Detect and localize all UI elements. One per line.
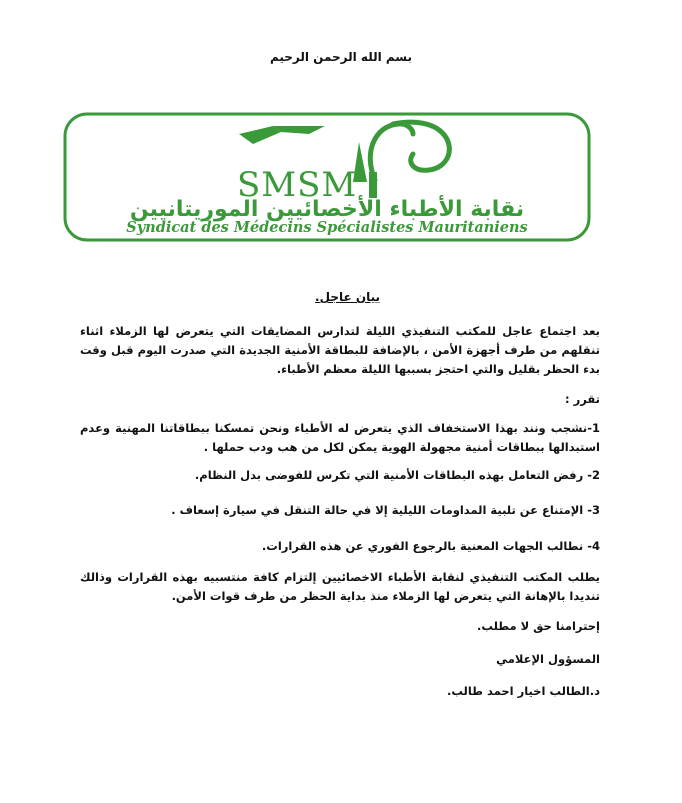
- basmala: بسم الله الرحمن الرحيم: [269, 50, 413, 64]
- official-title: المسؤول الإعلامي: [496, 652, 600, 666]
- decision-item-3: 3- الإمتناع عن تلبية المداومات الليلية إلا في حالة التنقل في سيارة إسعاف .: [171, 503, 600, 517]
- stethoscope-icon: [370, 122, 449, 180]
- union-logo: [63, 112, 591, 242]
- respect-line: إحترامنا حق لا مطلب.: [477, 619, 600, 633]
- statement-heading: بيان عاجل.: [315, 290, 380, 304]
- logo-arabic-name: نقابة الأطباء الأخصائيين الموريتانيين: [129, 197, 525, 222]
- decision-item-1: 1-نشجب ونند بهذا الاستخفاف الذي يتعرض له الأطباء ونحن تمسكنا ببطاقاتنا المهنية وعدم استبدالها ببطاقات أمنية مجهولة الهوية يمكن لكل من هب ودب حملها .: [80, 421, 600, 454]
- decision-label: تقرر :: [565, 392, 600, 406]
- logo-french-name: Syndicat des Médecins Spécialistes Mauritaniens: [126, 219, 528, 236]
- closing-paragraph: يطلب المكتب التنفيذي لنقابة الأطباء الاخصائيين إلتزام كافة منتسبيه بهذه القرارات وذالك تنديدا بالإهانة التي يتعرض لها الزملاء منذ بداية الحظر من طرف قوات الأمن.: [80, 570, 600, 603]
- decision-item-2: 2- رفض التعامل بهذه البطاقات الأمنية التي تكرس للفوضى بدل النظام.: [194, 468, 600, 482]
- signature: د.الطالب اخيار احمد طالب.: [446, 684, 600, 698]
- intro-paragraph: بعد اجتماع عاجل للمكتب التنفيذي الليلة لتدارس المضايقات التي يتعرض لها الزملاء اثناء تنقلهم من طرف أجهزة الأمن ، بالإضافة للبطاقة الأمنية الجديدة التي صدرت اليوم قبل وقت بدء الحظر بقليل والتي احتجز بسببها الليلة معظم الأطباء.: [80, 324, 600, 376]
- logo-acronym: SMSM: [237, 165, 358, 205]
- decision-item-4: 4- نطالب الجهات المعنية بالرجوع الفوري عن هذه القرارات.: [261, 539, 600, 553]
